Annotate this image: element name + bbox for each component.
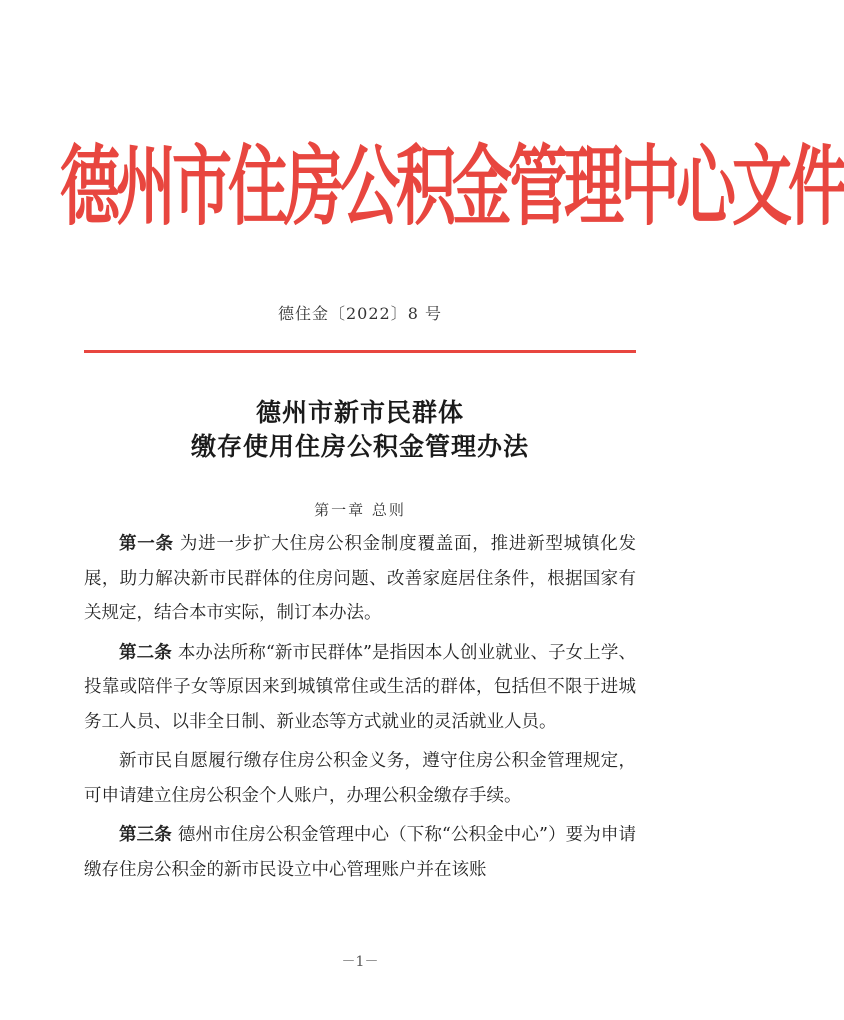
article-label: 第二条 [119,642,172,663]
article-paragraph [84,818,636,887]
red-separator-line [84,350,636,353]
article-text: 本办法所称“新市民群体”是指因本人创业就业、子女上学、投靠或陪伴子女等原因来到城镇常住或生活的群体，包括但不限于进城务工人员、以非全日制、新业态等方式就业的灵活就业人员。 [84,642,636,732]
article-label: 第三条 [119,825,172,845]
document-title-line-2: 缴存使用住房公积金管理办法 [190,432,529,461]
chapter-heading: 第一章 总则 [314,501,406,519]
page-number: －1－ [341,954,379,970]
article-label: 第一条 [119,534,174,554]
article-paragraph [84,527,636,631]
issuer-header-title: 德州市住房公积金管理中心文件 [60,136,844,239]
article-paragraph [84,744,636,813]
document-number: 德住金〔2022〕8 号 [278,304,442,323]
article-text: 新市民自愿履行缴存住房公积金义务，遵守住房公积金管理规定，可申请建立住房公积金个人账户，办理公积金缴存手续。 [84,751,636,806]
document-body [84,527,636,892]
article-text: 德州市住房公积金管理中心（下称“公积金中心”）要为申请缴存住房公积金的新市民设立中心管理账户并在该账 [84,825,636,880]
article-text: 为进一步扩大住房公积金制度覆盖面，推进新型城镇化发展，助力解决新市民群体的住房问题、改善家庭居住条件，根据国家有关规定，结合本市实际，制订本办法。 [84,534,637,623]
document-title-line-1: 德州市新市民群体 [255,398,464,427]
article-paragraph [84,636,636,740]
